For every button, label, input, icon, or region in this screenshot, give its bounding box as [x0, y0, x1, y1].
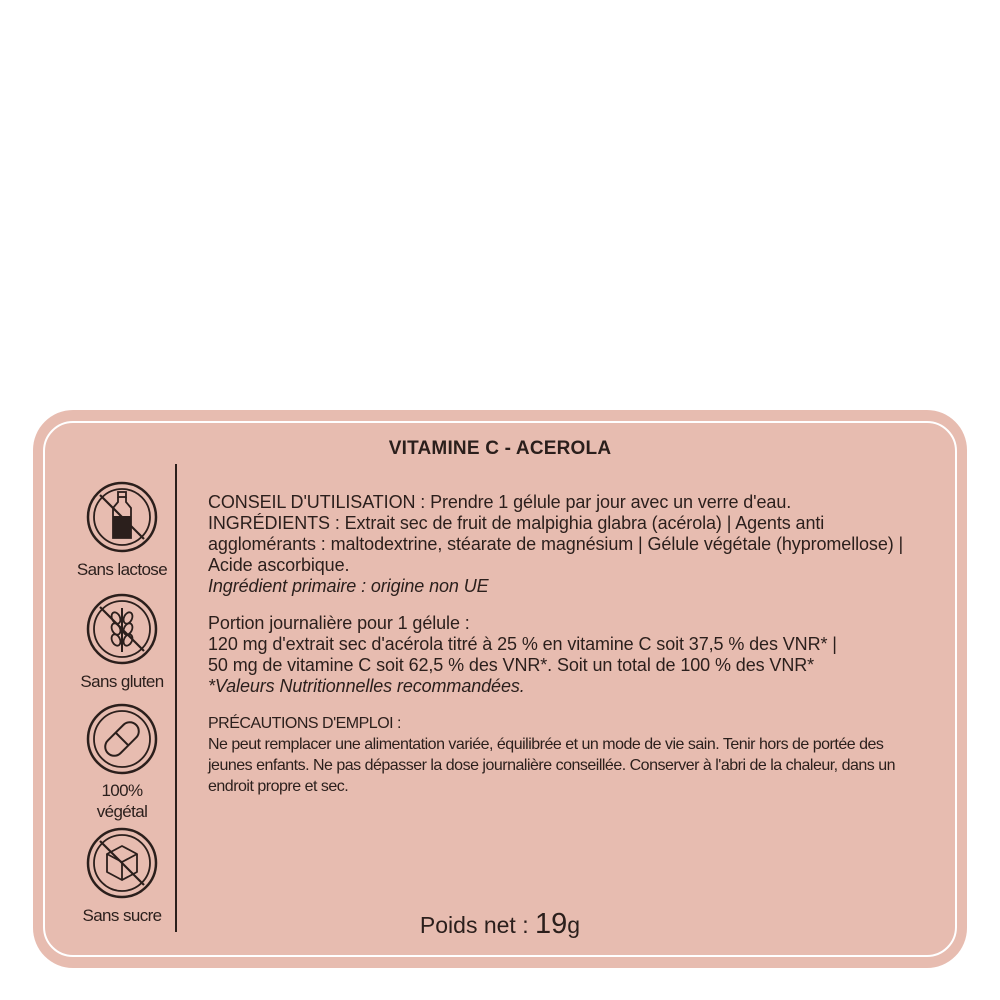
badge-label-line2: végétal	[96, 802, 148, 821]
net-weight-label: Poids net :	[419, 912, 535, 938]
precautions-heading: PRÉCAUTIONS D'EMPLOI :	[208, 715, 401, 732]
usage-advice: CONSEIL D'UTILISATION : Prendre 1 gélule par jour avec un verre d'eau.	[208, 492, 792, 512]
badge-lactose-free	[70, 480, 174, 580]
net-weight	[0, 908, 1000, 941]
badge-label-line1: 100%	[101, 781, 143, 800]
ingredients-heading: INGRÉDIENTS :	[208, 513, 340, 533]
portion-note: *Valeurs Nutritionnelles recommandées.	[208, 676, 525, 696]
sugar-cube-crossed-icon	[85, 826, 159, 900]
ingredients-paragraph	[208, 513, 928, 576]
net-weight-value: 19	[535, 908, 568, 940]
badge-label: Sans sucre	[82, 906, 162, 925]
ingredients-origin-note: Ingrédient primaire : origine non UE	[208, 576, 489, 596]
badge-gluten-free	[70, 592, 174, 692]
wheat-crossed-icon	[85, 592, 159, 666]
precautions-section	[208, 713, 928, 797]
net-weight-unit: g	[567, 912, 581, 938]
ingredients-text: Extrait sec de fruit de malpighia glabra (acérola) | Agents anti agglomérants : maltodextrine, stéarate de magnésium | Gélule végétale (hypromellose) | Acide ascorbique.	[208, 513, 904, 575]
portion-line-2: 50 mg de vitamine C soit 62,5 % des VNR*. Soit un total de 100 % des VNR*	[208, 655, 815, 675]
badge-label: Sans lactose	[76, 560, 168, 579]
portion-line-1: 120 mg d'extrait sec d'acérola titré à 25 % en vitamine C soit 37,5 % des VNR* |	[208, 634, 837, 654]
product-title: VITAMINE C - ACEROLA	[388, 438, 612, 459]
milk-bottle-crossed-icon	[85, 480, 159, 554]
precautions-text: Ne peut remplacer une alimentation variée, équilibrée et un mode de vie sain. Tenir hors de portée des jeunes enfants. Ne pas dépasser la dose journalière conseillée. Conserver à l'abri de la chaleur, dans un endroit propre et sec.	[208, 736, 896, 795]
label-content	[208, 492, 928, 797]
ingredients-section	[208, 513, 928, 597]
badge-vegetal	[70, 702, 174, 822]
capsule-icon	[85, 702, 159, 776]
column-divider	[175, 464, 177, 932]
badge-label: Sans gluten	[80, 672, 164, 691]
portion-heading: Portion journalière pour 1 gélule :	[208, 613, 470, 633]
daily-portion-section	[208, 613, 928, 697]
